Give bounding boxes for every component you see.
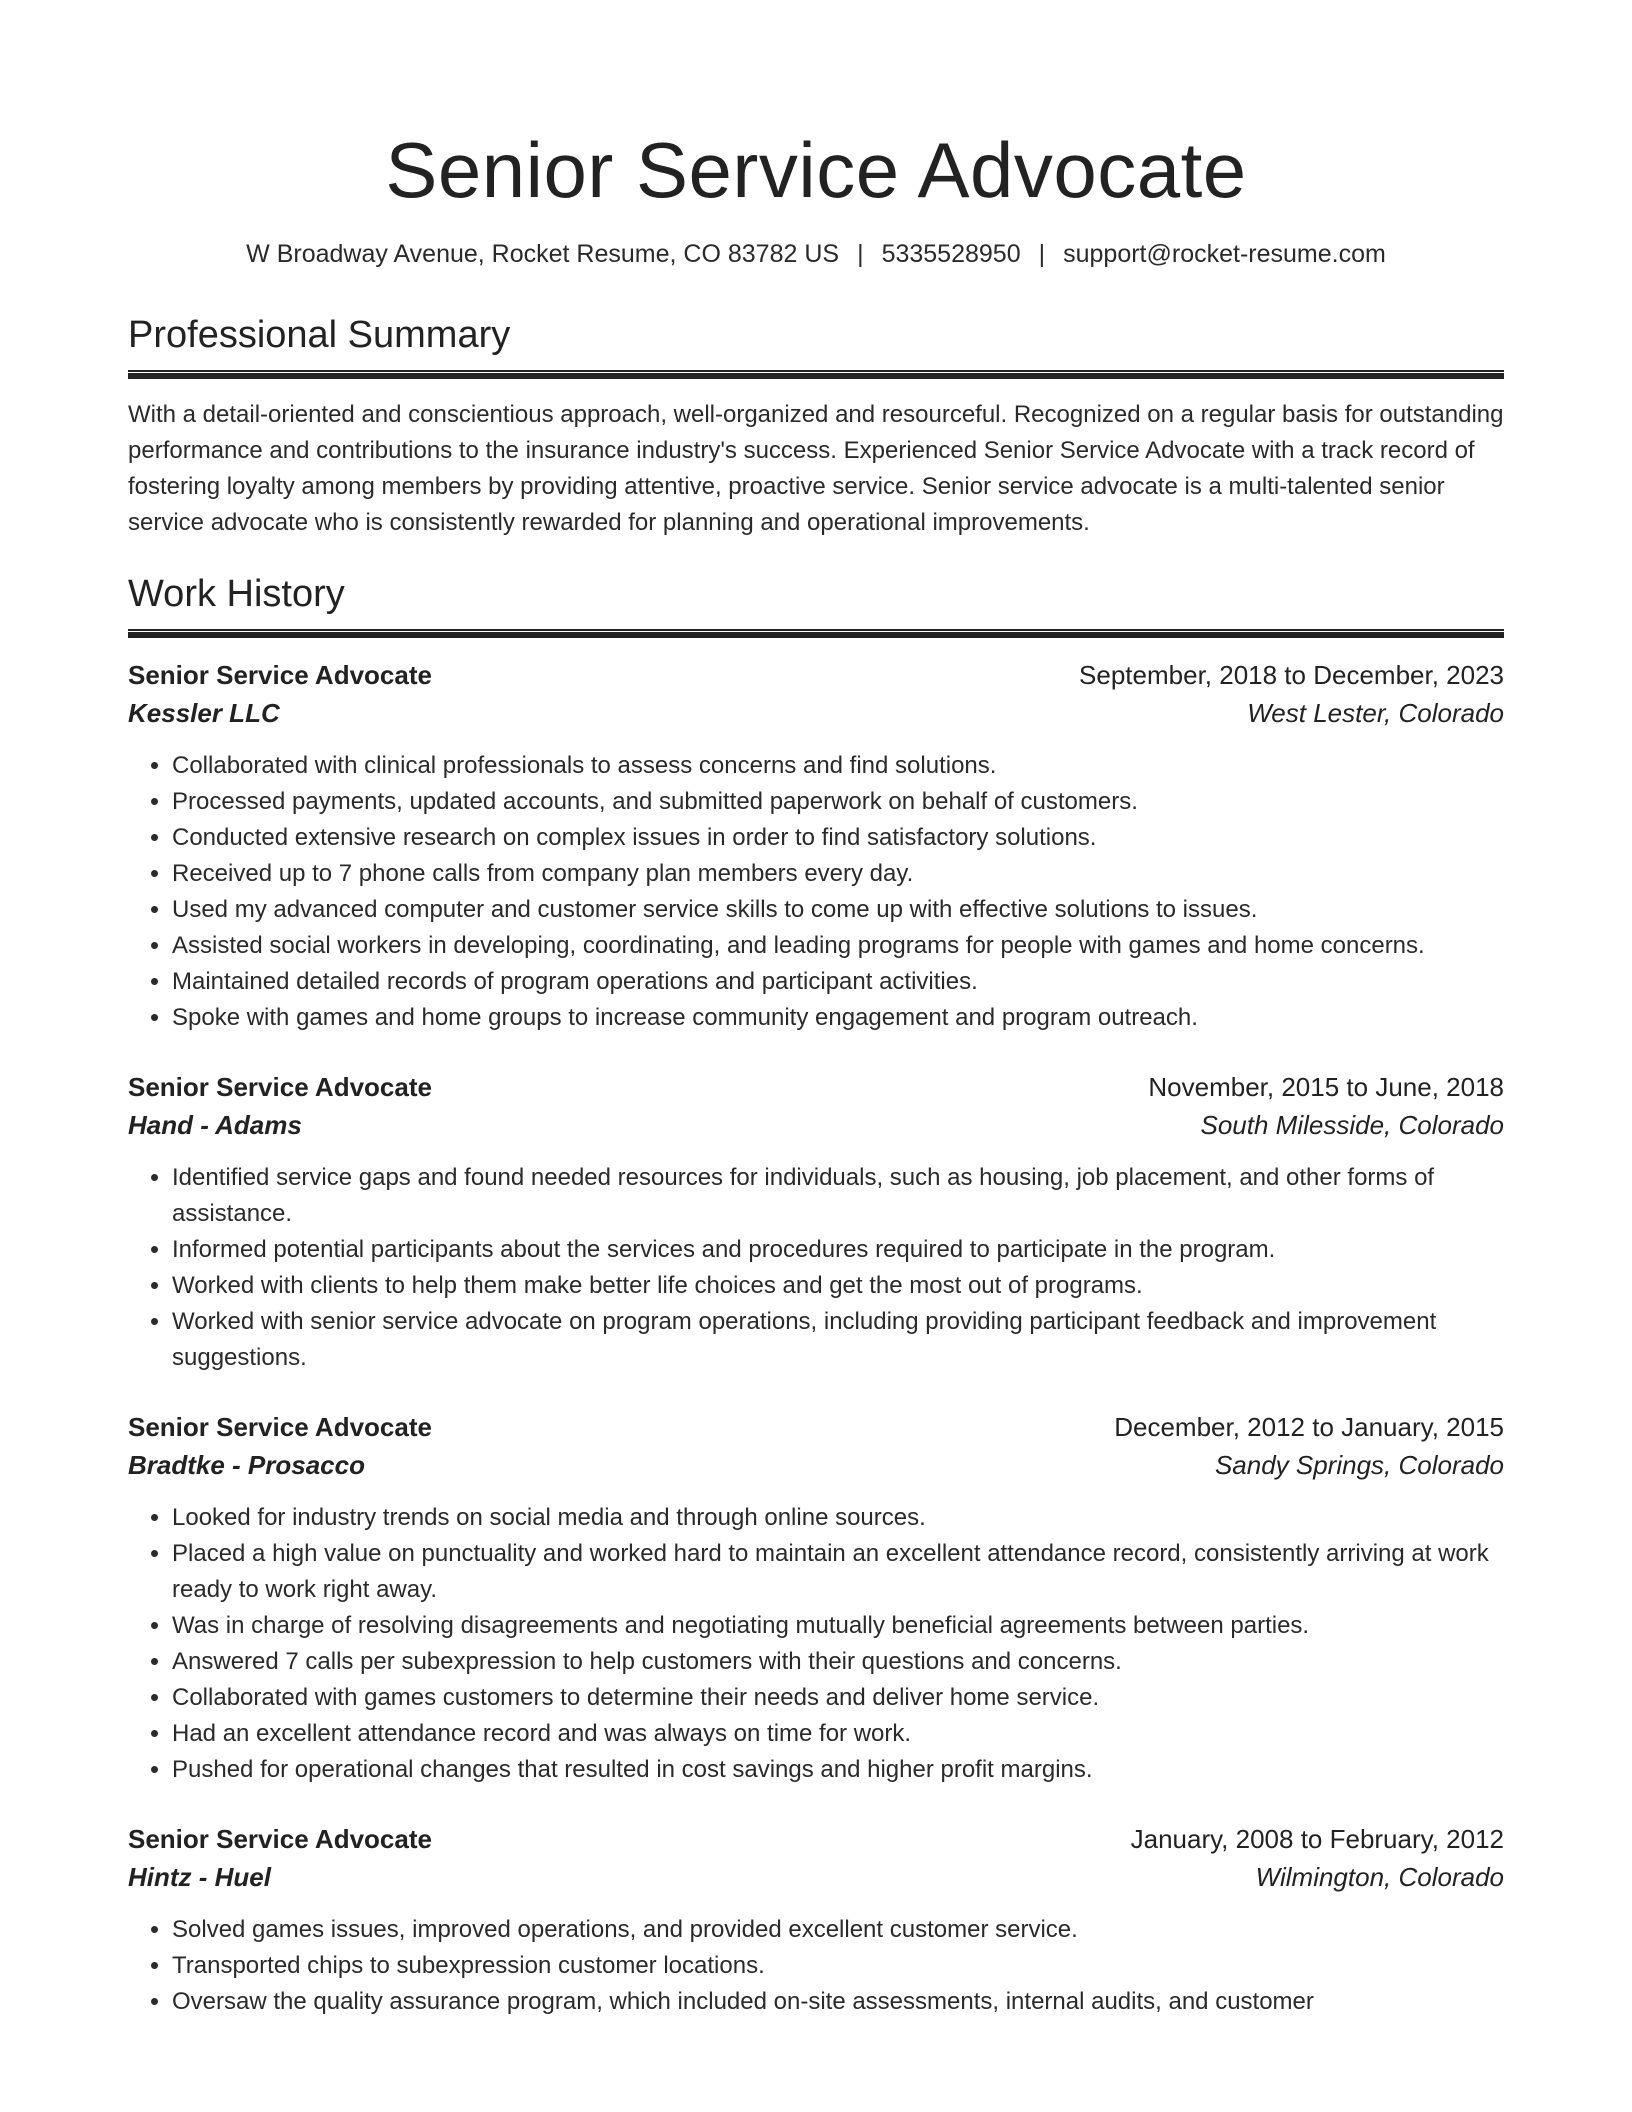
job-company-row	[128, 1858, 1504, 1896]
job-location: Sandy Springs, Colorado	[1214, 1450, 1504, 1480]
job-bullet-item: • Was in charge of resolving disagreements and negotiating mutually beneficial agreements between parties.	[172, 1608, 1504, 1644]
summary-text: With a detail-oriented and conscientious approach, well-organized and resourceful. Recognized on a regular basis for outstanding performance and contributions to the insurance industry's success. Experienced Senior Service Advocate with a track record of fostering loyalty among members by providing attentive, proactive service. Senior service advocate is a multi-talented senior service advocate who is consistently rewarded for planning and operational improvements.	[128, 401, 1504, 536]
job-title-row	[128, 656, 1504, 694]
job-bullet-item: • Placed a high value on punctuality and worked hard to maintain an excellent attendance record, consistently arriving at work ready to work right away.	[172, 1536, 1504, 1608]
job-title-row	[128, 1408, 1504, 1446]
job-company-row	[128, 1446, 1504, 1484]
job-company: Bradtke - Prosacco	[128, 1450, 365, 1480]
job-location: South Milesside, Colorado	[1200, 1110, 1504, 1140]
job-bullet-item: • Assisted social workers in developing, coordinating, and leading programs for people with games and home concerns.	[172, 928, 1504, 964]
job-bullets	[128, 1912, 1504, 2020]
job-entry	[128, 1820, 1504, 2020]
job-bullet-item: • Solved games issues, improved operations, and provided excellent customer service.	[172, 1912, 1504, 1948]
job-bullet-item: • Conducted extensive research on complex issues in order to find satisfactory solutions.	[172, 820, 1504, 856]
contact-separator: |	[857, 240, 864, 268]
job-bullet-item: • Informed potential participants about the services and procedures required to participate in the program.	[172, 1232, 1504, 1268]
job-bullet-item: • Identified service gaps and found needed resources for individuals, such as housing, job placement, and other forms of assistance.	[172, 1160, 1504, 1232]
job-title: Senior Service Advocate	[128, 1824, 432, 1854]
job-dates: December, 2012 to January, 2015	[1114, 1412, 1504, 1442]
job-title: Senior Service Advocate	[128, 660, 432, 690]
job-bullet-item: • Spoke with games and home groups to increase community engagement and program outreach.	[172, 1000, 1504, 1036]
job-location: West Lester, Colorado	[1247, 698, 1504, 728]
job-location: Wilmington, Colorado	[1255, 1862, 1504, 1892]
job-bullets	[128, 1500, 1504, 1788]
job-dates: September, 2018 to December, 2023	[1079, 660, 1504, 690]
job-bullet-item: • Used my advanced computer and customer service skills to come up with effective solutions to issues.	[172, 892, 1504, 928]
job-title-row	[128, 1068, 1504, 1106]
section-divider	[128, 629, 1504, 638]
job-entry	[128, 1068, 1504, 1376]
job-bullet-item: • Transported chips to subexpression customer locations.	[172, 1948, 1504, 1984]
job-bullet-item: • Collaborated with games customers to determine their needs and deliver home service.	[172, 1680, 1504, 1716]
job-dates: January, 2008 to February, 2012	[1130, 1824, 1504, 1854]
job-bullet-item: • Oversaw the quality assurance program, which included on-site assessments, internal audits, and customer	[172, 1984, 1504, 2020]
section-title-summary: Professional Summary	[128, 314, 511, 356]
job-bullet-item: • Worked with senior service advocate on program operations, including providing participant feedback and improvement suggestions.	[172, 1304, 1504, 1376]
job-company: Hand - Adams	[128, 1110, 302, 1140]
contact-address: W Broadway Avenue, Rocket Resume, CO 83782 US	[246, 240, 840, 268]
job-bullet-item: • Collaborated with clinical professionals to assess concerns and find solutions.	[172, 748, 1504, 784]
job-company: Kessler LLC	[128, 698, 280, 728]
contact-email[interactable]: support@rocket-resume.com	[1063, 240, 1386, 268]
job-entry	[128, 656, 1504, 1036]
job-bullet-item: • Received up to 7 phone calls from company plan members every day.	[172, 856, 1504, 892]
job-bullet-item: • Had an excellent attendance record and was always on time for work.	[172, 1716, 1504, 1752]
job-bullet-item: • Pushed for operational changes that resulted in cost savings and higher profit margins.	[172, 1752, 1504, 1788]
section-divider	[128, 370, 1504, 379]
job-bullet-item: • Looked for industry trends on social media and through online sources.	[172, 1500, 1504, 1536]
job-entry	[128, 1408, 1504, 1788]
job-dates: November, 2015 to June, 2018	[1148, 1072, 1504, 1102]
job-bullets	[128, 1160, 1504, 1376]
resume-name: Senior Service Advocate	[385, 126, 1247, 214]
job-title: Senior Service Advocate	[128, 1412, 432, 1442]
contact-phone: 5335528950	[881, 240, 1021, 268]
job-bullet-item: • Worked with clients to help them make better life choices and get the most out of programs.	[172, 1268, 1504, 1304]
job-company-row	[128, 1106, 1504, 1144]
job-bullet-item: • Answered 7 calls per subexpression to help customers with their questions and concerns.	[172, 1644, 1504, 1680]
job-bullet-item: • Processed payments, updated accounts, and submitted paperwork on behalf of customers.	[172, 784, 1504, 820]
job-company: Hintz - Huel	[128, 1862, 271, 1892]
job-bullets	[128, 748, 1504, 1036]
section-title-work-history: Work History	[128, 573, 345, 615]
contact-line	[128, 238, 1504, 270]
job-title: Senior Service Advocate	[128, 1072, 432, 1102]
job-title-row	[128, 1820, 1504, 1858]
work-history-list	[128, 656, 1504, 2020]
job-bullet-item: • Maintained detailed records of program operations and participant activities.	[172, 964, 1504, 1000]
job-company-row	[128, 694, 1504, 732]
contact-separator: |	[1038, 240, 1046, 268]
